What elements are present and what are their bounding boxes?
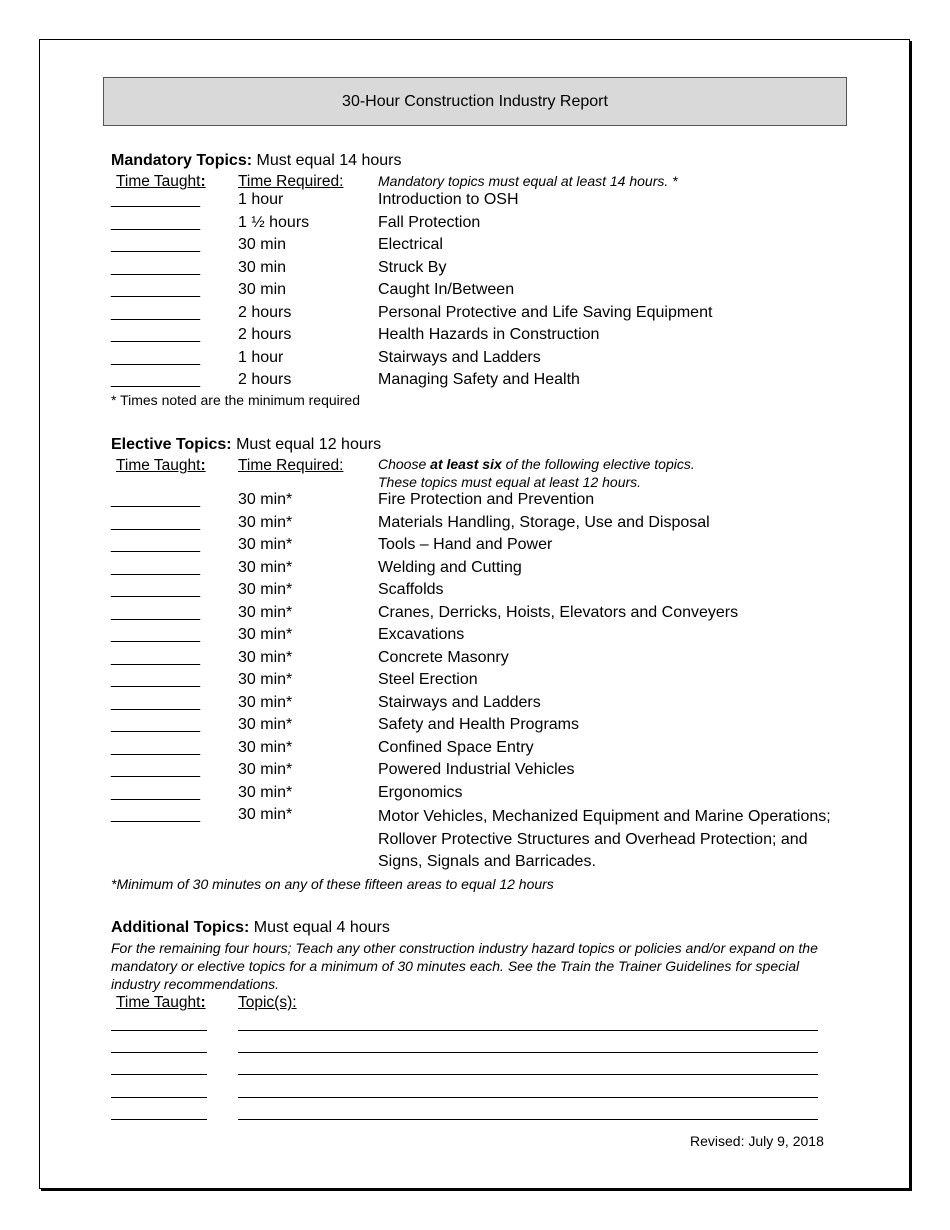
time-required: 30 min* xyxy=(238,648,293,666)
revised-date: Revised: July 9, 2018 xyxy=(690,1133,824,1149)
topic-field[interactable] xyxy=(238,1082,818,1098)
topic-row xyxy=(111,649,851,671)
time-required: 1 hour xyxy=(238,348,284,366)
topic-field[interactable] xyxy=(238,1037,818,1053)
time-required: 1 hour xyxy=(238,191,284,208)
time-taught-blank[interactable]: __________ xyxy=(111,603,200,621)
time-required: 30 min* xyxy=(238,491,293,508)
time-required: 30 min* xyxy=(238,806,293,823)
topic-row xyxy=(111,514,851,536)
time-taught-field[interactable] xyxy=(111,1037,207,1053)
time-taught-blank[interactable]: __________ xyxy=(111,371,200,388)
time-taught-field[interactable] xyxy=(111,1015,207,1031)
topic-row xyxy=(111,671,851,693)
topic-name: Personal Protective and Life Saving Equipment xyxy=(378,303,713,321)
time-taught-field[interactable] xyxy=(111,1059,207,1075)
time-taught-blank[interactable]: __________ xyxy=(111,236,200,253)
additional-heading: Additional Topics: Must equal 4 hours xyxy=(111,919,390,936)
elective-footnote: *Minimum of 30 minutes on any of these fifteen areas to equal 12 hours xyxy=(111,876,554,892)
additional-entry-row xyxy=(111,1082,851,1102)
report-title-box xyxy=(103,77,847,126)
additional-entry-row xyxy=(111,1104,851,1124)
time-taught-blank[interactable]: __________ xyxy=(111,581,200,598)
time-taught-blank[interactable]: __________ xyxy=(111,258,200,276)
time-taught-blank[interactable]: __________ xyxy=(111,738,200,756)
time-required: 30 min xyxy=(238,281,287,298)
time-required: 30 min* xyxy=(238,671,293,688)
time-taught-blank[interactable]: __________ xyxy=(111,191,200,208)
elective-heading: Elective Topics: Must equal 12 hours xyxy=(111,436,382,453)
time-required: 30 min* xyxy=(238,513,293,531)
time-required: 2 hours xyxy=(238,371,292,388)
topic-name: Introduction to OSH xyxy=(378,191,519,208)
time-required: 30 min* xyxy=(238,536,293,553)
topic-name: Excavations xyxy=(378,626,465,643)
time-taught-blank[interactable]: __________ xyxy=(111,326,200,343)
topic-name: Stairways and Ladders xyxy=(378,693,541,711)
time-required: 30 min* xyxy=(238,693,293,711)
time-taught-blank[interactable]: __________ xyxy=(111,806,200,823)
topic-row xyxy=(111,281,851,303)
topic-field[interactable] xyxy=(238,1015,818,1031)
time-taught-field[interactable] xyxy=(111,1082,207,1098)
topic-row xyxy=(111,259,851,281)
time-taught-blank[interactable]: __________ xyxy=(111,303,200,321)
topic-name: Welding and Cutting xyxy=(378,558,522,576)
topic-row xyxy=(111,371,851,393)
mandatory-col-time-required: Time Required: xyxy=(238,173,344,190)
topic-field[interactable] xyxy=(238,1104,818,1120)
topic-row xyxy=(111,326,851,348)
mandatory-footnote: * Times noted are the minimum required xyxy=(111,392,360,408)
topic-row xyxy=(111,559,851,581)
time-taught-blank[interactable]: __________ xyxy=(111,558,200,576)
time-required: 30 min* xyxy=(238,761,293,778)
elective-col-time-required: Time Required: xyxy=(238,457,344,474)
topic-name: Confined Space Entry xyxy=(378,738,534,756)
additional-entry-row xyxy=(111,1015,851,1035)
topic-row xyxy=(111,716,851,738)
additional-instructions: For the remaining four hours; Teach any other construction industry hazard topics or policies and/or expand on the mandatory or elective topics for a minimum of 30 minutes each. See the Train the Trainer Guidelines for special industry recommendations. xyxy=(111,940,818,992)
topic-row xyxy=(111,604,851,626)
elective-note: Choose at least six of the following elective topics. xyxy=(378,456,695,472)
elective-note-line2: These topics must equal at least 12 hours. xyxy=(378,474,642,490)
topic-name: Safety and Health Programs xyxy=(378,716,579,733)
topic-row xyxy=(111,761,851,783)
mandatory-col-time-taught: Time Taught: xyxy=(116,173,206,190)
topic-row xyxy=(111,784,851,806)
topic-name: Cranes, Derricks, Hoists, Elevators and Conveyers xyxy=(378,603,739,621)
time-required: 30 min xyxy=(238,236,287,253)
topic-name: Steel Erection xyxy=(378,671,478,688)
time-taught-blank[interactable]: __________ xyxy=(111,716,200,733)
time-required: 2 hours xyxy=(238,326,292,343)
topic-name: Caught In/Between xyxy=(378,281,515,298)
topic-name: Motor Vehicles, Mechanized Equipment and Marine Operations; Rollover Protective Structures and Overhead Protection; and Signs, Signals and Barricades. xyxy=(378,808,831,870)
time-required: 30 min xyxy=(238,258,287,276)
additional-entry-row xyxy=(111,1059,851,1079)
topic-row xyxy=(111,739,851,761)
topic-row xyxy=(111,694,851,716)
topic-name: Fall Protection xyxy=(378,213,481,231)
time-taught-blank[interactable]: __________ xyxy=(111,761,200,778)
time-required: 30 min* xyxy=(238,716,293,733)
topic-name: Tools – Hand and Power xyxy=(378,536,553,553)
topic-row xyxy=(111,304,851,326)
topic-row xyxy=(111,626,851,648)
topic-name: Powered Industrial Vehicles xyxy=(378,761,575,778)
time-taught-blank[interactable]: __________ xyxy=(111,348,200,366)
time-taught-blank[interactable]: __________ xyxy=(111,281,200,298)
time-required: 30 min* xyxy=(238,738,293,756)
time-required: 2 hours xyxy=(238,303,292,321)
elective-col-time-taught: Time Taught: xyxy=(116,457,206,474)
time-required: 1 ½ hours xyxy=(238,213,310,231)
time-taught-blank[interactable]: __________ xyxy=(111,783,200,801)
topic-row xyxy=(111,349,851,371)
topic-name: Fire Protection and Prevention xyxy=(378,491,595,508)
time-taught-blank[interactable]: __________ xyxy=(111,513,200,531)
time-taught-field[interactable] xyxy=(111,1104,207,1120)
time-taught-blank[interactable]: __________ xyxy=(111,671,200,688)
topic-row xyxy=(111,214,851,236)
topic-name: Ergonomics xyxy=(378,783,463,801)
additional-col-topics: Topic(s): xyxy=(238,994,297,1011)
topic-name: Concrete Masonry xyxy=(378,648,509,666)
topic-name: Health Hazards in Construction xyxy=(378,326,600,343)
time-taught-blank[interactable]: __________ xyxy=(111,693,200,711)
time-required: 30 min* xyxy=(238,626,293,643)
report-title: 30-Hour Construction Industry Report xyxy=(342,92,608,110)
topic-row xyxy=(111,491,851,513)
topic-name: Materials Handling, Storage, Use and Disposal xyxy=(378,513,710,531)
topic-field[interactable] xyxy=(238,1059,818,1075)
time-taught-blank[interactable]: __________ xyxy=(111,648,200,666)
topic-row xyxy=(111,191,851,213)
topic-name: Struck By xyxy=(378,258,447,276)
topic-name: Scaffolds xyxy=(378,581,444,598)
time-taught-blank[interactable]: __________ xyxy=(111,626,200,643)
time-required: 30 min* xyxy=(238,558,293,576)
topic-name: Electrical xyxy=(378,236,443,253)
mandatory-heading: Mandatory Topics: Must equal 14 hours xyxy=(111,152,402,169)
topic-row xyxy=(111,806,851,870)
topic-row xyxy=(111,581,851,603)
time-taught-blank[interactable]: __________ xyxy=(111,491,200,508)
additional-entry-row xyxy=(111,1037,851,1057)
topic-name: Stairways and Ladders xyxy=(378,348,541,366)
topic-row xyxy=(111,236,851,258)
time-taught-blank[interactable]: __________ xyxy=(111,213,200,231)
mandatory-note: Mandatory topics must equal at least 14 hours. * xyxy=(378,173,678,189)
time-required: 30 min* xyxy=(238,603,293,621)
time-taught-blank[interactable]: __________ xyxy=(111,536,200,553)
additional-col-time-taught: Time Taught: xyxy=(116,994,206,1011)
time-required: 30 min* xyxy=(238,581,293,598)
topic-name: Managing Safety and Health xyxy=(378,371,580,388)
topic-row xyxy=(111,536,851,558)
time-required: 30 min* xyxy=(238,783,293,801)
